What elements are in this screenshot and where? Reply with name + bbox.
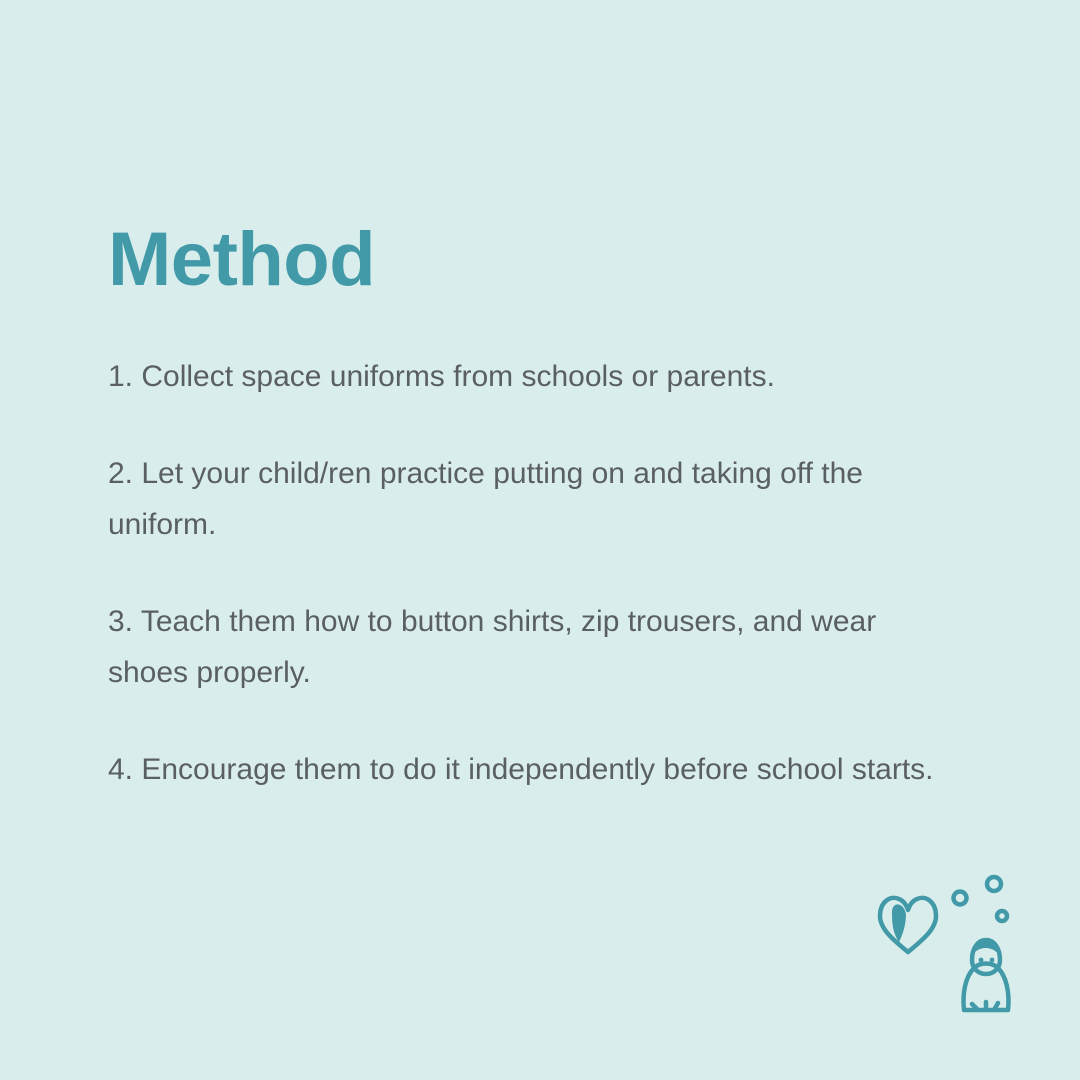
list-item: 1. Collect space uniforms from schools or parents. <box>108 360 775 393</box>
heart-and-child-logo-icon <box>868 868 1028 1018</box>
page-title: Method <box>108 217 376 302</box>
list-item: 4. Encourage them to do it independently before school starts. <box>108 752 934 786</box>
method-steps-list <box>108 352 960 795</box>
list-item: 2. Let your child/ren practice putting on and taking off the uniform. <box>108 457 863 541</box>
list-item: 3. Teach them how to button shirts, zip trousers, and wear shoes properly. <box>108 605 877 689</box>
